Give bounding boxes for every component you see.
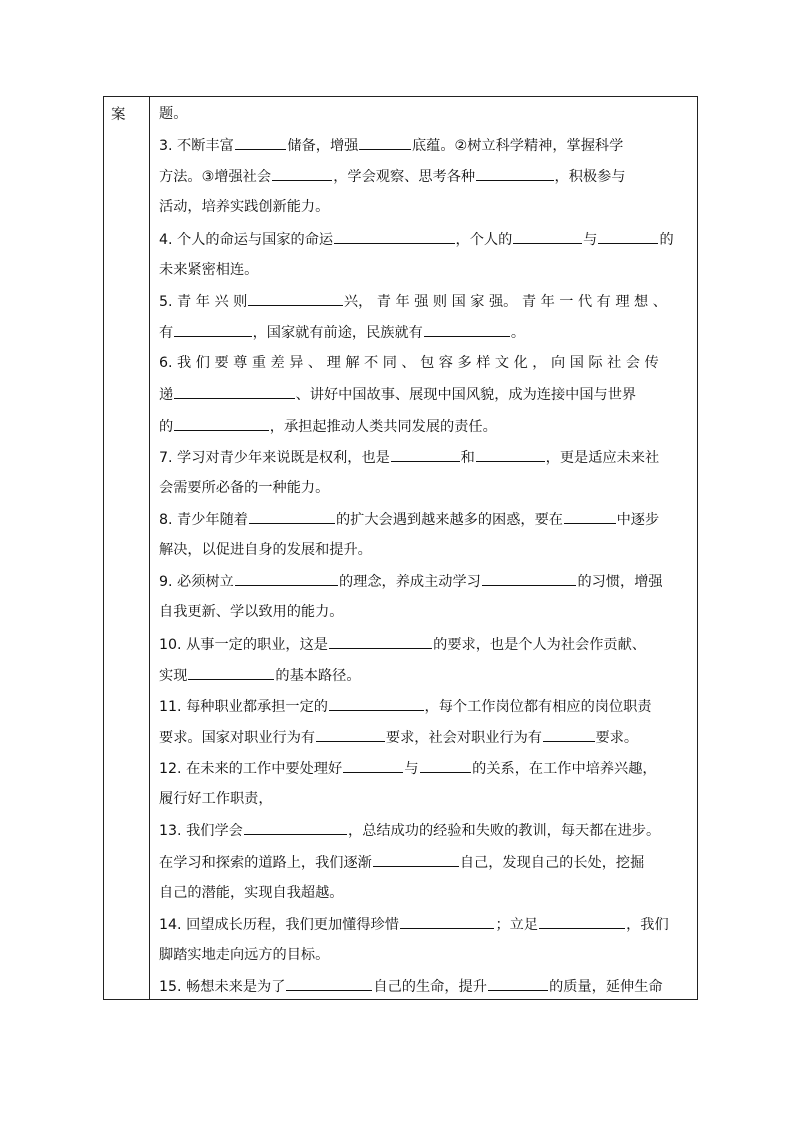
label-column [104, 97, 150, 999]
text-segment: 递 [159, 387, 174, 404]
fill-in-blank[interactable] [286, 976, 372, 991]
text-line [159, 976, 663, 996]
text-segment: 要求，社会对职业行为有 [385, 730, 542, 746]
text-segment: 储备，增强 [287, 138, 359, 155]
fill-in-blank[interactable] [188, 665, 274, 680]
text-segment: 会需要所必备的一种能力。 [159, 479, 330, 496]
fill-in-blank[interactable] [174, 416, 269, 431]
text-segment: 履行好工作职责， [159, 791, 273, 808]
text-segment: ，国家就有前途，民族就有 [252, 325, 423, 342]
fill-in-blank[interactable] [476, 166, 553, 181]
fill-in-blank[interactable] [249, 509, 335, 524]
text-segment: 的习惯，增强 [577, 574, 663, 591]
text-line [159, 260, 258, 280]
text-segment: 有 [159, 325, 174, 342]
text-segment: 脚踏实地走向远方的目标。 [159, 947, 330, 964]
fill-in-blank[interactable] [359, 135, 411, 150]
text-line [159, 197, 329, 217]
worksheet-table [103, 96, 698, 1000]
text-line [159, 852, 644, 872]
text-segment: 要求。国家对职业行为有 [159, 730, 316, 746]
text-segment: ，承担起推动人类共同发展的责任。 [269, 418, 497, 435]
text-segment: 11. 每种职业都承担一定的 [159, 698, 328, 715]
fill-in-blank[interactable] [334, 229, 454, 244]
text-segment: ，个人的 [455, 231, 513, 248]
text-segment: ，积极参与 [554, 169, 626, 186]
text-segment: 和 [460, 449, 475, 466]
text-segment: 底蕴。②树立科学精神，掌握科学 [411, 138, 624, 155]
text-segment: 5. 青 年 兴 则 [159, 293, 248, 310]
text-line [159, 758, 657, 778]
text-segment: 6. 我 们 要 尊 重 差 异 、 理 解 不 同 、 包 容 多 样 文 化 ， 向 国 际 社 会 传 [159, 355, 659, 372]
fill-in-blank[interactable] [373, 852, 459, 867]
text-line [159, 914, 669, 934]
text-segment: 自己，发现自己的长处，挖掘 [459, 854, 645, 871]
text-segment: 实现 [159, 667, 188, 684]
text-line [159, 229, 674, 249]
text-segment: 自我更新、学以致用的能力。 [159, 604, 344, 621]
text-line [159, 166, 625, 186]
text-segment: 12. 在未来的工作中要处理好 [159, 761, 343, 778]
text-line [159, 135, 623, 155]
fill-in-blank[interactable] [329, 634, 432, 649]
text-line [159, 571, 663, 591]
fill-in-blank[interactable] [424, 322, 510, 337]
text-segment: 解决，以促进自身的发展和提升。 [159, 542, 372, 559]
text-segment: 、讲好中国故事、展现中国风貌，成为连接中国与世界 [295, 387, 637, 404]
text-line [159, 291, 667, 311]
fill-in-blank[interactable] [420, 758, 472, 773]
fill-in-blank[interactable] [343, 758, 403, 773]
fill-in-blank[interactable] [482, 571, 577, 586]
text-line [159, 104, 187, 124]
text-line [159, 665, 361, 685]
text-segment: ，更是适应未来社 [545, 449, 660, 466]
text-segment: 7. 学习对青少年来说既是权利，也是 [159, 449, 390, 466]
fill-in-blank[interactable] [513, 229, 582, 244]
fill-in-blank[interactable] [564, 509, 616, 524]
text-line [159, 789, 273, 809]
text-segment: ，总结成功的经验和失败的教训，每天都在进步。 [348, 823, 661, 840]
text-segment: 自己的生命，提升 [373, 979, 487, 996]
text-segment: 10. 从事一定的职业，这是 [159, 636, 328, 653]
text-segment: 。 [510, 325, 526, 342]
text-segment: ，学会观察、思考各种 [333, 169, 476, 186]
text-segment: 9. 必须树立 [159, 574, 234, 591]
text-segment: 3. 不断丰富 [159, 138, 234, 155]
text-segment: 的扩大会遇到越来越多的困惑，要在 [335, 511, 563, 528]
text-segment: 8. 青少年随着 [159, 511, 248, 528]
fill-in-blank[interactable] [244, 820, 347, 835]
text-segment: 兴， 青 年 强 则 国 家 强。 青 年 一 代 有 理 想 、 [343, 293, 667, 310]
fill-in-blank[interactable] [476, 447, 545, 462]
text-segment: 13. 我们学会 [159, 823, 243, 840]
text-segment: 的 [659, 231, 674, 248]
fill-in-blank[interactable] [235, 135, 287, 150]
text-segment: 在学习和探索的道路上，我们逐渐 [159, 854, 372, 871]
text-line [159, 353, 659, 373]
text-line [159, 945, 329, 965]
text-segment: 的 [159, 418, 174, 435]
text-line [159, 509, 659, 529]
text-line [159, 416, 497, 436]
text-segment: 与 [583, 231, 598, 248]
fill-in-blank[interactable] [329, 696, 424, 711]
text-segment: 的基本路径。 [275, 667, 361, 684]
text-line [159, 602, 343, 622]
fill-in-blank[interactable] [598, 229, 658, 244]
text-segment: 与 [404, 761, 419, 778]
text-segment: 自己的潜能，实现自我超越。 [159, 884, 344, 901]
text-segment: 15. 畅想未来是为了 [159, 979, 286, 996]
fill-in-blank[interactable] [400, 914, 495, 929]
text-line [159, 447, 659, 467]
text-segment: 的要求，也是个人为社会作贡献、 [433, 636, 646, 653]
text-line [159, 727, 638, 747]
text-segment: 的关系，在工作中培养兴趣， [472, 761, 657, 778]
text-segment: 的质量，延伸生命 [549, 979, 663, 996]
fill-in-blank[interactable] [235, 571, 338, 586]
fill-in-blank[interactable] [174, 384, 294, 399]
text-segment: 未来紧密相连。 [159, 261, 259, 278]
text-line [159, 322, 525, 342]
column-label: 案 [111, 107, 126, 123]
fill-in-blank[interactable] [543, 727, 595, 742]
text-segment: 14. 回望成长历程，我们更加懂得珍惜 [159, 916, 399, 933]
fill-in-blank[interactable] [391, 447, 460, 462]
text-line [159, 478, 329, 498]
text-line [159, 696, 652, 716]
text-line [159, 634, 646, 654]
text-line [159, 384, 636, 404]
text-segment: 4. 个人的命运与国家的命运 [159, 231, 334, 248]
text-segment: ，每个工作岗位都有相应的岗位职责 [424, 698, 652, 715]
text-segment: 的理念，养成主动学习 [338, 574, 481, 591]
text-segment: 要求。 [595, 730, 639, 746]
fill-in-blank[interactable] [539, 914, 625, 929]
fill-in-blank[interactable] [272, 166, 332, 181]
text-segment: ；立足 [495, 916, 539, 933]
text-line [159, 820, 660, 840]
fill-in-blank[interactable] [248, 291, 343, 306]
fill-in-blank[interactable] [316, 727, 385, 742]
text-segment: 方法。③增强社会 [159, 169, 272, 186]
text-segment: 中逐步 [616, 511, 660, 528]
text-line [159, 883, 343, 903]
text-segment: 题。 [159, 106, 188, 122]
text-line [159, 540, 372, 560]
text-segment: 活动，培养实践创新能力。 [159, 199, 330, 216]
text-segment: ，我们 [626, 916, 669, 933]
fill-in-blank[interactable] [174, 322, 251, 337]
fill-in-blank[interactable] [488, 976, 548, 991]
